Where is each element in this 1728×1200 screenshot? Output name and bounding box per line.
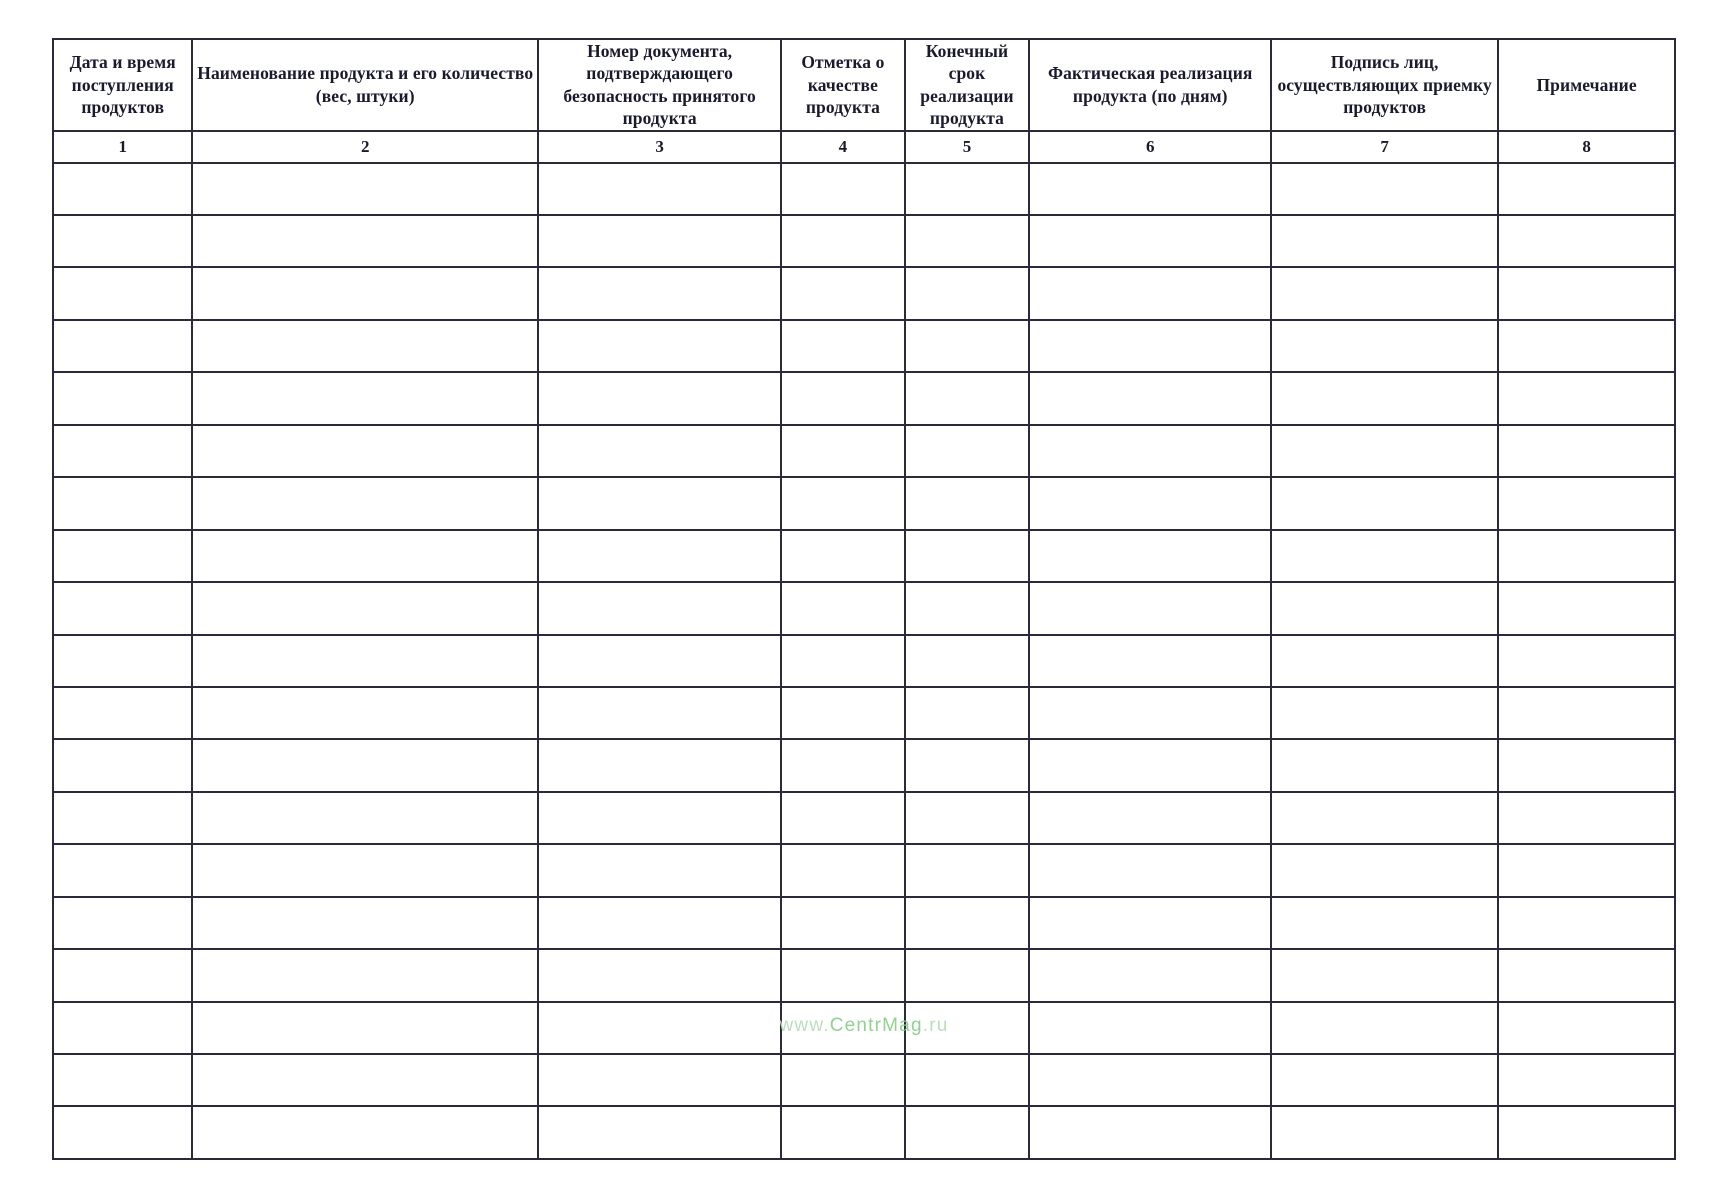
- table-cell[interactable]: [1498, 635, 1675, 687]
- table-cell[interactable]: [538, 215, 781, 267]
- table-row: [53, 372, 1675, 424]
- table-row: [53, 635, 1675, 687]
- table-cell[interactable]: [192, 215, 537, 267]
- table-row: [53, 530, 1675, 582]
- column-number-3: 3: [538, 131, 781, 163]
- table-cell[interactable]: [192, 582, 537, 634]
- table-cell[interactable]: [781, 1054, 904, 1106]
- table-cell[interactable]: [905, 897, 1030, 949]
- table-cell[interactable]: [1498, 1106, 1675, 1159]
- table-cell[interactable]: [192, 739, 537, 791]
- table-cell[interactable]: [781, 1106, 904, 1159]
- table-cell[interactable]: [905, 792, 1030, 844]
- table-cell[interactable]: [192, 1054, 537, 1106]
- table-cell[interactable]: [905, 739, 1030, 791]
- table-cell[interactable]: [538, 582, 781, 634]
- table-cell[interactable]: [538, 267, 781, 319]
- table-cell[interactable]: [1498, 792, 1675, 844]
- table-cell[interactable]: [1271, 739, 1498, 791]
- table-cell[interactable]: [1498, 1054, 1675, 1106]
- table-cell[interactable]: [53, 530, 192, 582]
- table-cell[interactable]: [1029, 582, 1271, 634]
- table-cell[interactable]: [1029, 215, 1271, 267]
- table-cell[interactable]: [1271, 163, 1498, 215]
- table-cell[interactable]: [192, 897, 537, 949]
- table-cell[interactable]: [192, 477, 537, 529]
- table-header-row: [53, 39, 1675, 131]
- table-cell[interactable]: [1498, 425, 1675, 477]
- table-cell[interactable]: [1498, 530, 1675, 582]
- table-column-number-row: [53, 131, 1675, 163]
- product-acceptance-table: [52, 38, 1676, 1160]
- table-cell[interactable]: [1271, 897, 1498, 949]
- table-cell[interactable]: [53, 582, 192, 634]
- watermark-prefix: www.: [779, 1015, 830, 1036]
- table-cell[interactable]: [1029, 635, 1271, 687]
- table-cell[interactable]: [905, 1106, 1030, 1159]
- table-cell[interactable]: [1271, 320, 1498, 372]
- table-cell[interactable]: [1271, 844, 1498, 896]
- table-cell[interactable]: [53, 792, 192, 844]
- table-cell[interactable]: [1271, 477, 1498, 529]
- table-cell[interactable]: [192, 1106, 537, 1159]
- table-cell[interactable]: [53, 425, 192, 477]
- column-header-8: Примечание: [1498, 39, 1675, 131]
- table-cell[interactable]: [1029, 372, 1271, 424]
- table-cell[interactable]: [1029, 949, 1271, 1001]
- table-cell[interactable]: [53, 739, 192, 791]
- table-cell[interactable]: [538, 635, 781, 687]
- table-cell[interactable]: [781, 1002, 904, 1054]
- table-cell[interactable]: [905, 1054, 1030, 1106]
- table-cell[interactable]: [781, 215, 904, 267]
- column-number-8: 8: [1498, 131, 1675, 163]
- table-cell[interactable]: [192, 372, 537, 424]
- table-cell[interactable]: [53, 844, 192, 896]
- table-row: [53, 1002, 1675, 1054]
- table-cell[interactable]: [53, 320, 192, 372]
- table-cell[interactable]: [1271, 1106, 1498, 1159]
- table-cell[interactable]: [192, 530, 537, 582]
- table-cell[interactable]: [53, 215, 192, 267]
- table-cell[interactable]: [781, 320, 904, 372]
- table-cell[interactable]: [781, 582, 904, 634]
- table-cell[interactable]: [538, 477, 781, 529]
- table-cell[interactable]: [538, 1106, 781, 1159]
- table-cell[interactable]: [53, 267, 192, 319]
- table-cell[interactable]: [781, 949, 904, 1001]
- column-header-7: Подпись лиц, осуществляющих приемку продуктов: [1271, 39, 1498, 131]
- table-cell[interactable]: [1271, 1002, 1498, 1054]
- table-cell[interactable]: [1271, 635, 1498, 687]
- table-cell[interactable]: [1498, 477, 1675, 529]
- table-row: [53, 582, 1675, 634]
- table-cell[interactable]: [905, 425, 1030, 477]
- table-cell[interactable]: [1029, 477, 1271, 529]
- table-cell[interactable]: [1271, 1054, 1498, 1106]
- table-cell[interactable]: [1029, 425, 1271, 477]
- table-cell[interactable]: [538, 530, 781, 582]
- table-row: [53, 215, 1675, 267]
- table-cell[interactable]: [781, 477, 904, 529]
- table-cell[interactable]: [905, 163, 1030, 215]
- table-cell[interactable]: [905, 477, 1030, 529]
- table-cell[interactable]: [538, 1054, 781, 1106]
- table-cell[interactable]: [53, 635, 192, 687]
- table-cell[interactable]: [1271, 372, 1498, 424]
- table-cell[interactable]: [781, 687, 904, 739]
- table-cell[interactable]: [781, 163, 904, 215]
- table-row: [53, 163, 1675, 215]
- table-cell[interactable]: [53, 163, 192, 215]
- column-header-1: Дата и время поступления продуктов: [53, 39, 192, 131]
- table-cell[interactable]: [538, 1002, 781, 1054]
- table-cell[interactable]: [1029, 320, 1271, 372]
- table-cell[interactable]: [538, 320, 781, 372]
- table-cell[interactable]: [781, 530, 904, 582]
- table-cell[interactable]: [538, 163, 781, 215]
- table-cell[interactable]: [1498, 267, 1675, 319]
- table-cell[interactable]: [538, 425, 781, 477]
- table-cell[interactable]: [905, 635, 1030, 687]
- table-cell[interactable]: [192, 844, 537, 896]
- table-cell[interactable]: [1498, 897, 1675, 949]
- table-cell[interactable]: [1029, 687, 1271, 739]
- table-row: [53, 425, 1675, 477]
- table-cell[interactable]: [53, 897, 192, 949]
- table-row: [53, 320, 1675, 372]
- column-number-2: 2: [192, 131, 537, 163]
- table-cell[interactable]: [1029, 844, 1271, 896]
- table-cell[interactable]: [905, 949, 1030, 1001]
- column-header-3: Номер документа, подтверждающего безопасность принятого продукта: [538, 39, 781, 131]
- column-number-4: 4: [781, 131, 904, 163]
- table-cell[interactable]: [538, 897, 781, 949]
- table-cell[interactable]: [538, 949, 781, 1001]
- table-cell[interactable]: [905, 530, 1030, 582]
- column-header-4: Отметка о качестве продукта: [781, 39, 904, 131]
- table-cell[interactable]: [1271, 425, 1498, 477]
- table-cell[interactable]: [1498, 320, 1675, 372]
- table-row: [53, 687, 1675, 739]
- table-cell[interactable]: [1271, 949, 1498, 1001]
- table-row: [53, 897, 1675, 949]
- column-header-6: Фактическая реализация продукта (по дням): [1029, 39, 1271, 131]
- table-cell[interactable]: [781, 844, 904, 896]
- table-row: [53, 739, 1675, 791]
- table-cell[interactable]: [781, 897, 904, 949]
- table-row: [53, 844, 1675, 896]
- table-cell[interactable]: [1498, 739, 1675, 791]
- table-cell[interactable]: [1498, 372, 1675, 424]
- table-cell[interactable]: [781, 739, 904, 791]
- table-cell[interactable]: [1029, 530, 1271, 582]
- table-cell[interactable]: [781, 792, 904, 844]
- table-cell[interactable]: [905, 372, 1030, 424]
- table-body: [53, 163, 1675, 1159]
- table-cell[interactable]: [1271, 792, 1498, 844]
- table-cell[interactable]: [192, 425, 537, 477]
- table-cell[interactable]: [53, 477, 192, 529]
- table-cell[interactable]: [905, 320, 1030, 372]
- table-cell[interactable]: [1498, 949, 1675, 1001]
- table-cell[interactable]: [192, 635, 537, 687]
- table-cell[interactable]: [1498, 215, 1675, 267]
- table-cell[interactable]: [905, 844, 1030, 896]
- table-cell[interactable]: [1029, 267, 1271, 319]
- column-number-7: 7: [1271, 131, 1498, 163]
- table-cell[interactable]: [905, 582, 1030, 634]
- table-row: [53, 1106, 1675, 1159]
- table-cell[interactable]: [1271, 530, 1498, 582]
- table-cell[interactable]: [1029, 163, 1271, 215]
- table-cell[interactable]: [1271, 687, 1498, 739]
- table-cell[interactable]: [538, 739, 781, 791]
- table-cell[interactable]: [1029, 1054, 1271, 1106]
- table-cell[interactable]: [53, 1054, 192, 1106]
- table-cell[interactable]: [538, 372, 781, 424]
- table-cell[interactable]: [1271, 215, 1498, 267]
- table-cell[interactable]: [905, 215, 1030, 267]
- table-cell[interactable]: [192, 949, 537, 1001]
- table-cell[interactable]: [1498, 844, 1675, 896]
- watermark-brand: CentrMag: [829, 1015, 923, 1036]
- table-cell[interactable]: [1029, 792, 1271, 844]
- table-cell[interactable]: [53, 372, 192, 424]
- table-cell[interactable]: [781, 425, 904, 477]
- table-cell[interactable]: [905, 687, 1030, 739]
- table-cell[interactable]: [1498, 582, 1675, 634]
- table-row: [53, 949, 1675, 1001]
- table-cell[interactable]: [1029, 1106, 1271, 1159]
- table-cell[interactable]: [192, 1002, 537, 1054]
- table-cell[interactable]: [538, 844, 781, 896]
- table-cell[interactable]: [538, 792, 781, 844]
- column-number-6: 6: [1029, 131, 1271, 163]
- table-cell[interactable]: [781, 372, 904, 424]
- table-cell[interactable]: [1498, 687, 1675, 739]
- table-cell[interactable]: [192, 163, 537, 215]
- column-number-1: 1: [53, 131, 192, 163]
- table-cell[interactable]: [1498, 1002, 1675, 1054]
- column-header-2: Наименование продукта и его количество (вес, штуки): [192, 39, 537, 131]
- table-cell[interactable]: [1029, 739, 1271, 791]
- table-cell[interactable]: [53, 687, 192, 739]
- table-cell[interactable]: [905, 1002, 1030, 1054]
- table-cell[interactable]: [1029, 897, 1271, 949]
- table-row: [53, 1054, 1675, 1106]
- table-cell[interactable]: [1271, 582, 1498, 634]
- table-cell[interactable]: [905, 267, 1030, 319]
- table-row: [53, 267, 1675, 319]
- table-cell[interactable]: [192, 320, 537, 372]
- table-cell[interactable]: [781, 267, 904, 319]
- table-cell[interactable]: [53, 949, 192, 1001]
- table-cell[interactable]: [192, 267, 537, 319]
- watermark-suffix: .ru: [922, 1015, 949, 1036]
- table-cell[interactable]: [1271, 267, 1498, 319]
- table-cell[interactable]: [192, 687, 537, 739]
- table-cell[interactable]: [192, 792, 537, 844]
- column-number-5: 5: [905, 131, 1030, 163]
- table-cell[interactable]: [1498, 163, 1675, 215]
- table-cell[interactable]: [1029, 1002, 1271, 1054]
- table-cell[interactable]: [53, 1106, 192, 1159]
- table-cell[interactable]: [53, 1002, 192, 1054]
- table-cell[interactable]: [538, 687, 781, 739]
- column-header-5: Конечный срок реализации продукта: [905, 39, 1030, 131]
- table-row: [53, 792, 1675, 844]
- table-row: [53, 477, 1675, 529]
- table-cell[interactable]: [781, 635, 904, 687]
